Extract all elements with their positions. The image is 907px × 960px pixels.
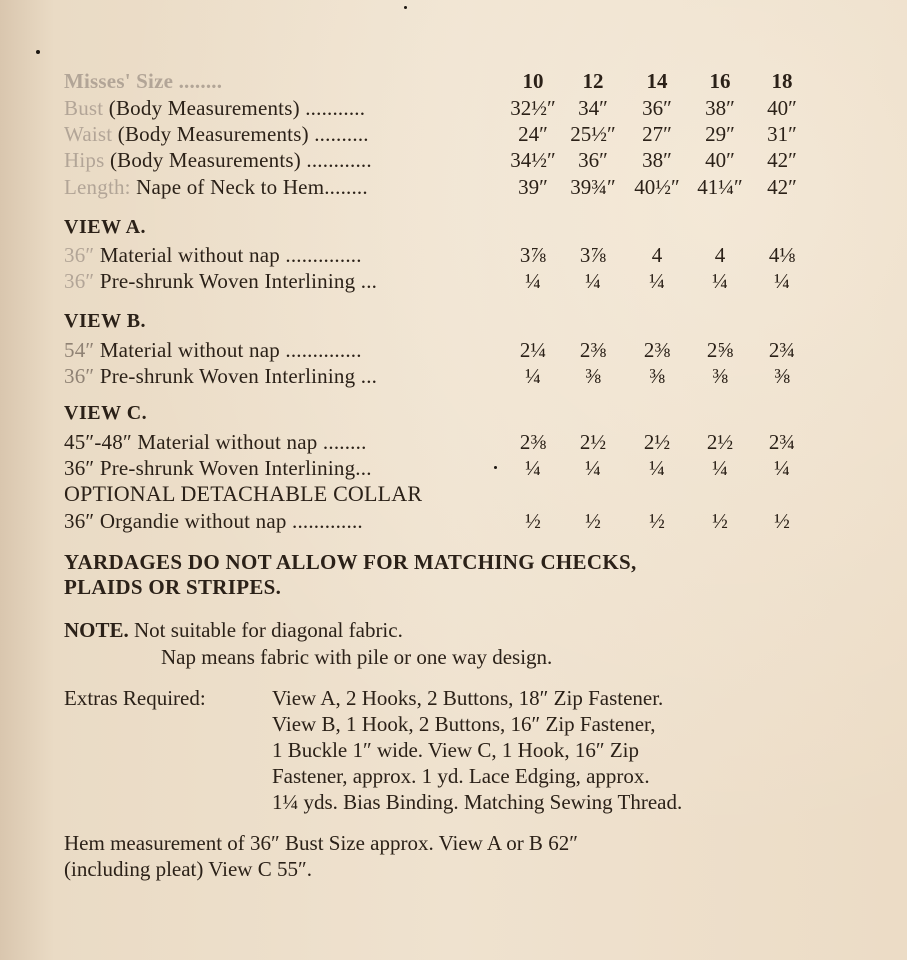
size-10: 10: [522, 69, 544, 93]
yardage-value: ¼: [525, 456, 541, 480]
note-line-1: [64, 617, 403, 644]
row-label: 36″ Pre-shrunk Woven Interlining ...: [64, 269, 378, 293]
view-b-material-row: [0, 336, 907, 364]
measure-value: 27″: [642, 122, 672, 146]
view-b-interlining-row: [0, 362, 907, 390]
yardage-value: ⅜: [712, 364, 728, 388]
hem-line-2: (including pleat) View C 55″.: [64, 857, 312, 881]
extras-line: View A, 2 Hooks, 2 Buttons, 18″ Zip Fastener.: [272, 686, 664, 710]
size-18: 18: [771, 69, 793, 93]
warning-line-1: YARDAGES DO NOT ALLOW FOR MATCHING CHECKS,: [64, 550, 637, 574]
measure-value: 42″: [767, 148, 797, 172]
size-14: 14: [646, 69, 668, 93]
size-16: 16: [709, 69, 731, 93]
yardage-value: 2⅝: [706, 338, 734, 362]
yardage-value: ¼: [649, 456, 665, 480]
yardage-value: ½: [774, 509, 790, 533]
hem-measurement: [64, 830, 578, 882]
size-header-row: [0, 67, 907, 95]
yardage-value: ¼: [585, 456, 601, 480]
yardage-warning: [64, 550, 637, 600]
optional-collar-row: [0, 507, 907, 535]
speck: [404, 6, 407, 9]
hem-line-1: Hem measurement of 36″ Bust Size approx. View A or B 62″: [64, 831, 578, 855]
optional-collar-heading: [0, 480, 907, 508]
view-a-material-row: [0, 241, 907, 269]
extras-line: 1¼ yds. Bias Binding. Matching Sewing Thread.: [272, 790, 683, 814]
row-label: 36″ Organdie without nap .............: [64, 509, 363, 533]
yardage-value: ¼: [774, 269, 790, 293]
yardage-value: ½: [585, 509, 601, 533]
note-line-2: Nap means fabric with pile or one way design.: [161, 645, 553, 669]
row-label: 45″-48″ Material without nap ........: [64, 430, 367, 454]
yardage-value: ¼: [585, 269, 601, 293]
yardage-value: 4: [714, 243, 726, 267]
yardage-value: 4⅛: [768, 243, 796, 267]
measure-value: 36″: [578, 148, 608, 172]
measure-value: 32½″: [510, 96, 556, 120]
yardage-value: 3⅞: [579, 243, 607, 267]
measure-value: 38″: [642, 148, 672, 172]
measure-value: 39″: [518, 175, 548, 199]
speck: [36, 50, 40, 54]
waist-row: [0, 120, 907, 148]
length-label: Length: Nape of Neck to Hem........: [64, 175, 368, 199]
row-label: 36″ Pre-shrunk Woven Interlining ...: [64, 364, 378, 388]
hips-label: Hips (Body Measurements) ............: [64, 148, 372, 172]
yardage-value: 2⅜: [643, 338, 671, 362]
measure-value: 24″: [518, 122, 548, 146]
yardage-value: 2½: [579, 430, 607, 454]
measure-value: 31″: [767, 122, 797, 146]
yardage-value: ⅜: [585, 364, 601, 388]
size-header-label: Misses' Size ........: [64, 69, 223, 93]
row-label: 36″ Material without nap ..............: [64, 243, 362, 267]
measure-value: 29″: [705, 122, 735, 146]
yardage-value: ½: [649, 509, 665, 533]
yardage-value: 2½: [706, 430, 734, 454]
row-label: 54″ Material without nap ..............: [64, 338, 362, 362]
yardage-value: 2¾: [768, 430, 796, 454]
view-b-heading: VIEW B.: [64, 310, 147, 332]
size-12: 12: [582, 69, 604, 93]
yardage-value: 2⅜: [579, 338, 607, 362]
length-row: [0, 173, 907, 201]
view-c-material-row: [0, 428, 907, 456]
extras-list: [272, 685, 682, 815]
yardage-value: ⅜: [774, 364, 790, 388]
yardage-value: ⅜: [649, 364, 665, 388]
view-a-heading: VIEW A.: [64, 216, 147, 238]
yardage-value: 2⅜: [519, 430, 547, 454]
row-label: 36″ Pre-shrunk Woven Interlining...: [64, 456, 372, 480]
note-label: NOTE.: [64, 618, 129, 642]
waist-label: Waist (Body Measurements) ..........: [64, 122, 369, 146]
extras-line: Fastener, approx. 1 yd. Lace Edging, approx.: [272, 764, 650, 788]
yardage-value: ¼: [774, 456, 790, 480]
view-c-heading: VIEW C.: [64, 402, 148, 424]
measure-value: 41¼″: [697, 175, 743, 199]
optional-collar-title: OPTIONAL DETACHABLE COLLAR: [64, 481, 423, 506]
measure-value: 34″: [578, 96, 608, 120]
measure-value: 42″: [767, 175, 797, 199]
yardage-value: ¼: [649, 269, 665, 293]
measure-value: 38″: [705, 96, 735, 120]
extras-line: View B, 1 Hook, 2 Buttons, 16″ Zip Fastener,: [272, 712, 656, 736]
yardage-value: 2¼: [519, 338, 547, 362]
measure-value: 40″: [705, 148, 735, 172]
measure-value: 36″: [642, 96, 672, 120]
hips-row: [0, 146, 907, 174]
yardage-value: 4: [651, 243, 663, 267]
measure-value: 40″: [767, 96, 797, 120]
bust-row: [0, 94, 907, 122]
yardage-value: ¼: [712, 456, 728, 480]
note-text-1: Not suitable for diagonal fabric.: [134, 618, 403, 642]
yardage-value: ½: [525, 509, 541, 533]
extras-label: Extras Required:: [64, 686, 206, 710]
yardage-value: 3⅞: [519, 243, 547, 267]
yardage-value: ¼: [712, 269, 728, 293]
yardage-value: 2½: [643, 430, 671, 454]
yardage-value: ¼: [525, 364, 541, 388]
extras-line: 1 Buckle 1″ wide. View C, 1 Hook, 16″ Zip: [272, 738, 639, 762]
view-c-interlining-row: [0, 454, 907, 482]
measure-value: 25½″: [570, 122, 616, 146]
measure-value: 34½″: [510, 148, 556, 172]
measure-value: 40½″: [634, 175, 680, 199]
bust-label: Bust (Body Measurements) ...........: [64, 96, 366, 120]
view-a-interlining-row: [0, 267, 907, 295]
yardage-value: ½: [712, 509, 728, 533]
measure-value: 39¾″: [570, 175, 616, 199]
warning-line-2: PLAIDS OR STRIPES.: [64, 575, 282, 599]
yardage-value: 2¾: [768, 338, 796, 362]
yardage-value: ¼: [525, 269, 541, 293]
